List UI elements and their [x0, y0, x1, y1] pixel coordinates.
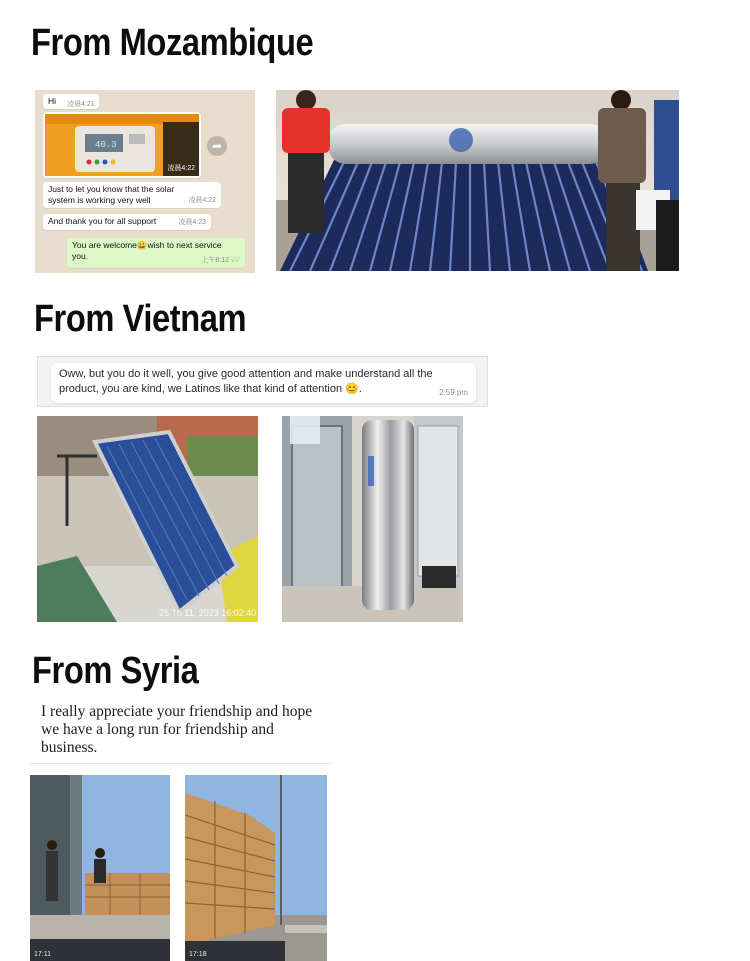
- chat-bubble-reply: [67, 238, 245, 268]
- section-heading-mozambique: From Mozambique: [31, 22, 314, 64]
- section-heading-vietnam: From Vietnam: [34, 298, 247, 340]
- syria-photo-1-timestamp: 17:11: [34, 951, 51, 958]
- chat-bubble-photo: [43, 112, 201, 178]
- chat-text-reply: You are welcome😀wish to next service you.: [72, 240, 222, 261]
- vietnam-photo-timestamp: 25 Th 11, 2023 16:02:40: [159, 608, 257, 618]
- chat-text-message-2: And thank you for all support: [48, 216, 157, 226]
- chat-time-message-2: 凌晨4:23: [178, 219, 206, 226]
- syria-photo-2-timestamp: 17:18: [189, 951, 207, 958]
- vietnam-message-screenshot: [37, 356, 488, 407]
- mozambique-solar-heater-photo: [276, 90, 679, 271]
- chat-time-photo: 凌晨4:22: [167, 165, 195, 172]
- chat-text-hi: Hi: [48, 96, 57, 106]
- vietnam-flat-panel-photo: [37, 416, 258, 622]
- chat-time-message-1: 凌晨4:22: [188, 197, 216, 204]
- share-icon[interactable]: ➦: [207, 136, 227, 156]
- person-red-shirt: [282, 90, 330, 233]
- chat-bubble-message-2: [43, 214, 211, 230]
- syria-message-text: I really appreciate your friendship and hope we have a long run for friendship and business.: [41, 703, 313, 756]
- vietnam-message-text: Oww, but you do it well, you give good attention and make understand all the product, you are kind, we Latinos like that kind of attention 😊.: [59, 368, 433, 395]
- section-heading-syria: From Syria: [32, 650, 199, 692]
- vietnam-message-time: 2:59 pm: [439, 388, 468, 397]
- chat-text-message-1: Just to let you know that the solar system is working very well: [48, 184, 175, 205]
- vacuum-tubes: [280, 160, 648, 271]
- chat-time-hi: 凌晨4:21: [67, 101, 95, 108]
- svg-text:40.3: 40.3: [95, 140, 117, 150]
- chat-time-reply: 上午8:12 ✓✓: [201, 257, 240, 264]
- mozambique-chat-screenshot: [35, 90, 255, 273]
- chat-bubble-message-1: [43, 182, 221, 208]
- syria-message-screenshot: [30, 698, 332, 764]
- syria-loading-photo-2: [185, 775, 327, 961]
- vietnam-message-bubble: [51, 363, 476, 403]
- vietnam-stainless-tank-photo: [282, 416, 463, 622]
- syria-loading-photo-1: [30, 775, 170, 961]
